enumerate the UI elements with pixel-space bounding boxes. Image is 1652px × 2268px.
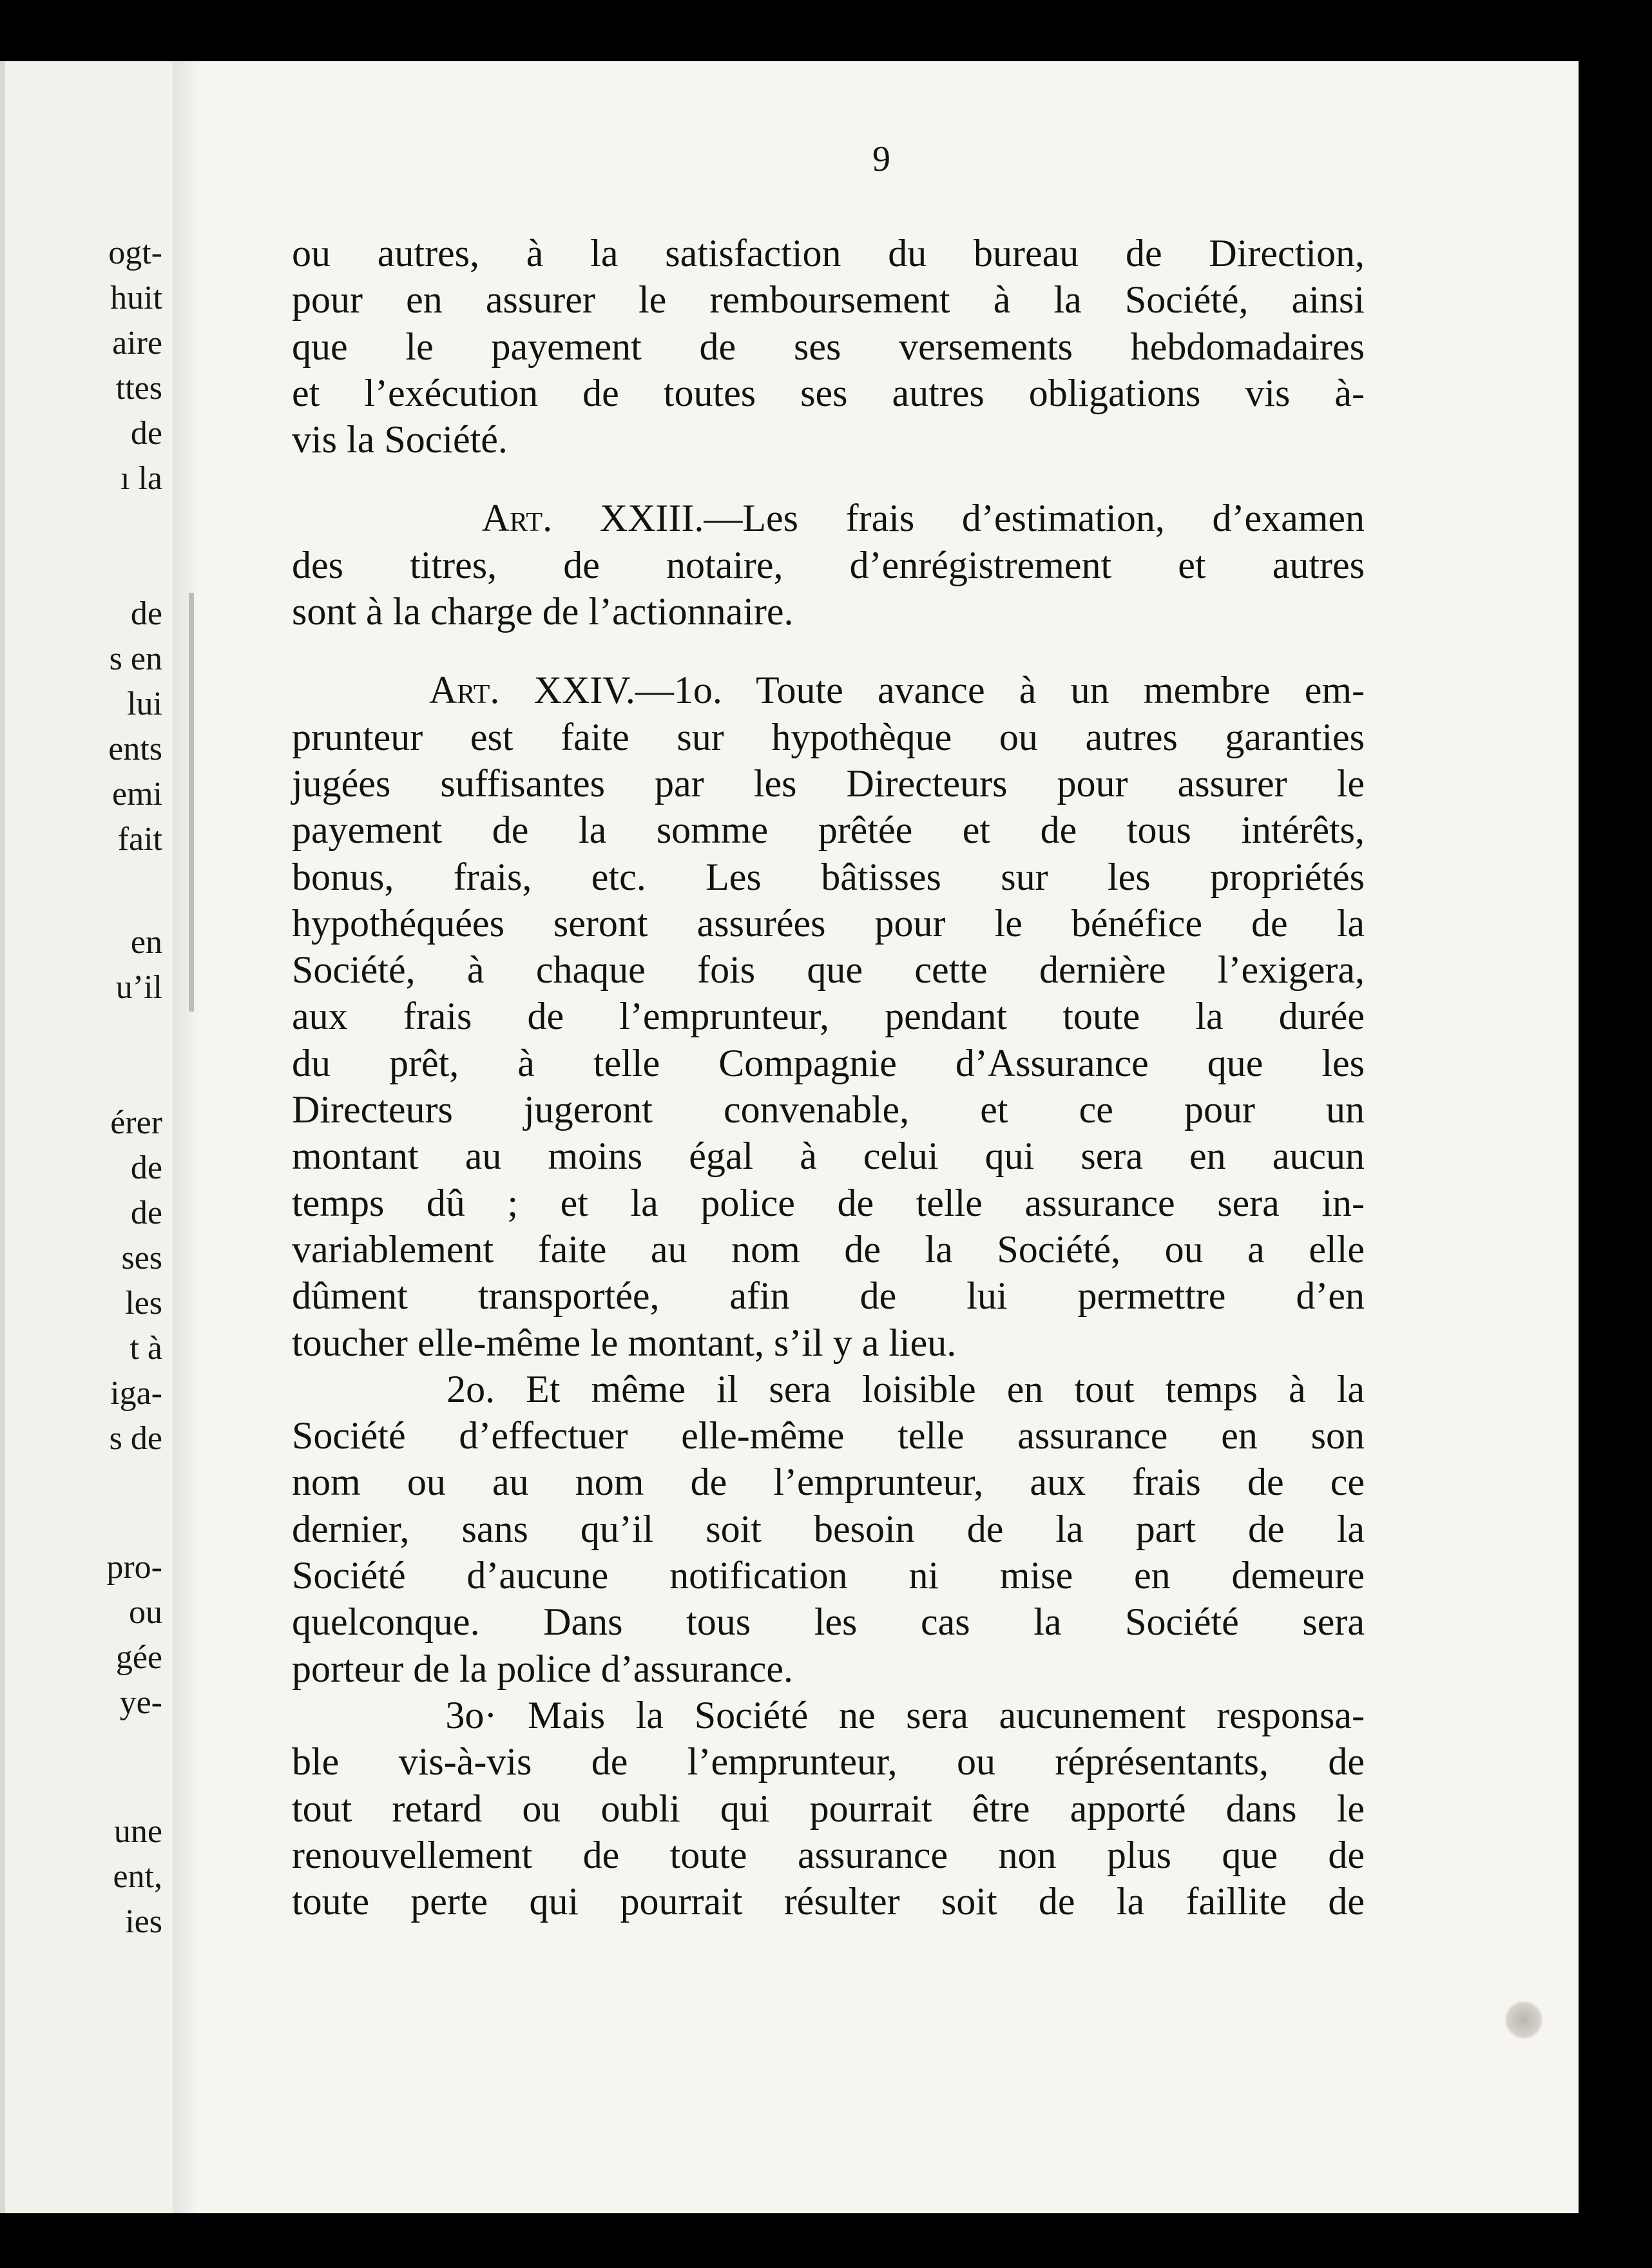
article-23 [292, 495, 1365, 635]
facing-page-fragment [0, 61, 173, 2213]
text-line: pour en assurer le remboursement à la Société, ainsi [292, 278, 1365, 322]
ink-blot [1504, 2001, 1543, 2039]
text-line: porteur de la police d’assurance. [292, 1647, 793, 1690]
text-line: dûment transportée, afin de lui permettre d’en [292, 1274, 1365, 1318]
article-number: XXIII. [599, 497, 704, 540]
facing-page-edge [0, 61, 5, 2213]
left-fragment: s en [109, 640, 162, 677]
text-line: —1o. Toute avance à un membre em- [635, 669, 1365, 712]
left-fragment: de [130, 1149, 162, 1186]
paragraph-gap [292, 463, 1365, 495]
text-line: toute perte qui pourrait résulter soit de la faillite de [292, 1880, 1365, 1923]
article-24 [292, 667, 1365, 1925]
text-line: montant au moins égal à celui qui sera en aucun [292, 1135, 1365, 1178]
left-fragment: ogt- [108, 235, 162, 271]
text-line: toucher elle-même le montant, s’il y a lieu. [292, 1321, 957, 1364]
text-line: variablement faite au nom de la Société, ou a elle [292, 1227, 1365, 1271]
left-fragment: iga- [110, 1375, 162, 1412]
text-line: 3o· Mais la Société ne sera aucunement responsa- [445, 1693, 1365, 1736]
left-fragment: lui [127, 686, 162, 722]
left-fragment: t à [130, 1330, 162, 1367]
text-line: des titres, de notaire, d’enrégistrement et autres [292, 543, 1365, 586]
text-line: nom ou au nom de l’emprunteur, aux frais de ce [292, 1461, 1365, 1504]
text-line-indented [292, 1366, 1365, 1412]
gutter-shadow [173, 61, 198, 2213]
text-line: 2o. Et même il sera loisible en tout temps à la [447, 1367, 1365, 1410]
article-number: XXIV. [533, 669, 635, 712]
left-fragment: de [130, 415, 162, 452]
text-line: bonus, frais, etc. Les bâtisses sur les propriétés [292, 855, 1365, 898]
text-line: dernier, sans qu’il soit besoin de la part de la [292, 1507, 1365, 1550]
text-line: tout retard ou oubli qui pourrait être apporté dans le [292, 1787, 1365, 1830]
text-line: —Les frais d’estimation, d’examen [704, 497, 1365, 540]
text-line: payement de la somme prêtée et de tous intérêts, [292, 809, 1365, 852]
text-line: prunteur est faite sur hypothèque ou autres garanties [292, 715, 1365, 758]
text-line: Directeurs jugeront convenable, et ce pour un [292, 1088, 1365, 1131]
article-label: Art. [481, 497, 553, 540]
page-number: 9 [872, 139, 890, 179]
left-fragment: gée [115, 1639, 162, 1676]
article-label: Art. [428, 669, 500, 712]
text-line: hypothéquées seront assurées pour le bénéfice de la [292, 901, 1365, 945]
left-fragment: ou [129, 1594, 162, 1631]
left-fragment: pro- [106, 1549, 162, 1586]
document-page [173, 61, 1579, 2213]
left-fragment: de [130, 1195, 162, 1231]
left-fragment: fait [117, 821, 162, 858]
text-line: du prêt, à telle Compagnie d’Assurance que les [292, 1041, 1365, 1084]
text-line: ble vis-à-vis de l’emprunteur, ou réprésentants, de [292, 1740, 1365, 1783]
text-line: aux frais de l’emprunteur, pendant toute la durée [292, 995, 1365, 1038]
left-fragment: ents [108, 731, 162, 767]
page-body [292, 230, 1365, 1925]
paragraph-gap [292, 635, 1365, 667]
text-line: renouvellement de toute assurance non plus que de [292, 1833, 1365, 1876]
text-line: ou autres, à la satisfaction du bureau de Direction, [292, 232, 1365, 274]
text-line: et l’exécution de toutes ses autres obligations vis à- [292, 371, 1365, 414]
left-fragment: en [130, 924, 162, 961]
left-fragment: ies [125, 1903, 162, 1940]
left-fragment: ye- [119, 1684, 162, 1721]
text-line-indented [292, 1692, 1365, 1738]
text-line: que le payement de ses versements hebdomadaires [292, 325, 1365, 368]
text-line: vis la Société. [292, 418, 508, 461]
article-heading-line [292, 495, 1365, 541]
text-line: Société, à chaque fois que cette dernière l’exigera, [292, 948, 1365, 992]
left-fragment: les [125, 1285, 162, 1321]
left-fragment: u’il [115, 969, 162, 1006]
text-line: temps dû ; et la police de telle assurance sera in- [292, 1181, 1365, 1224]
article-heading-line [292, 667, 1365, 713]
paragraph-continuation [292, 230, 1365, 463]
left-fragment: une [113, 1813, 162, 1850]
left-fragment: ttes [115, 370, 162, 407]
text-line: Société d’aucune notification ni mise en demeure [292, 1554, 1365, 1597]
left-fragment: ı la [120, 460, 162, 497]
text-line: quelconque. Dans tous les cas la Société sera [292, 1600, 1365, 1644]
left-fragment: s de [109, 1420, 162, 1457]
left-fragment: de [130, 595, 162, 632]
text-line: Société d’effectuer elle-même telle assurance en son [292, 1414, 1365, 1457]
left-fragment: érer [110, 1104, 162, 1141]
left-fragment: aire [112, 325, 162, 361]
left-fragment: ses [121, 1240, 162, 1276]
left-fragment: ent, [113, 1858, 162, 1895]
binding-crease [189, 593, 194, 1012]
left-fragment: huit [110, 280, 162, 316]
text-line: sont à la charge de l’actionnaire. [292, 590, 794, 633]
text-line: jugées suffisantes par les Directeurs pour assurer le [292, 762, 1365, 805]
left-fragment: emi [112, 776, 162, 812]
